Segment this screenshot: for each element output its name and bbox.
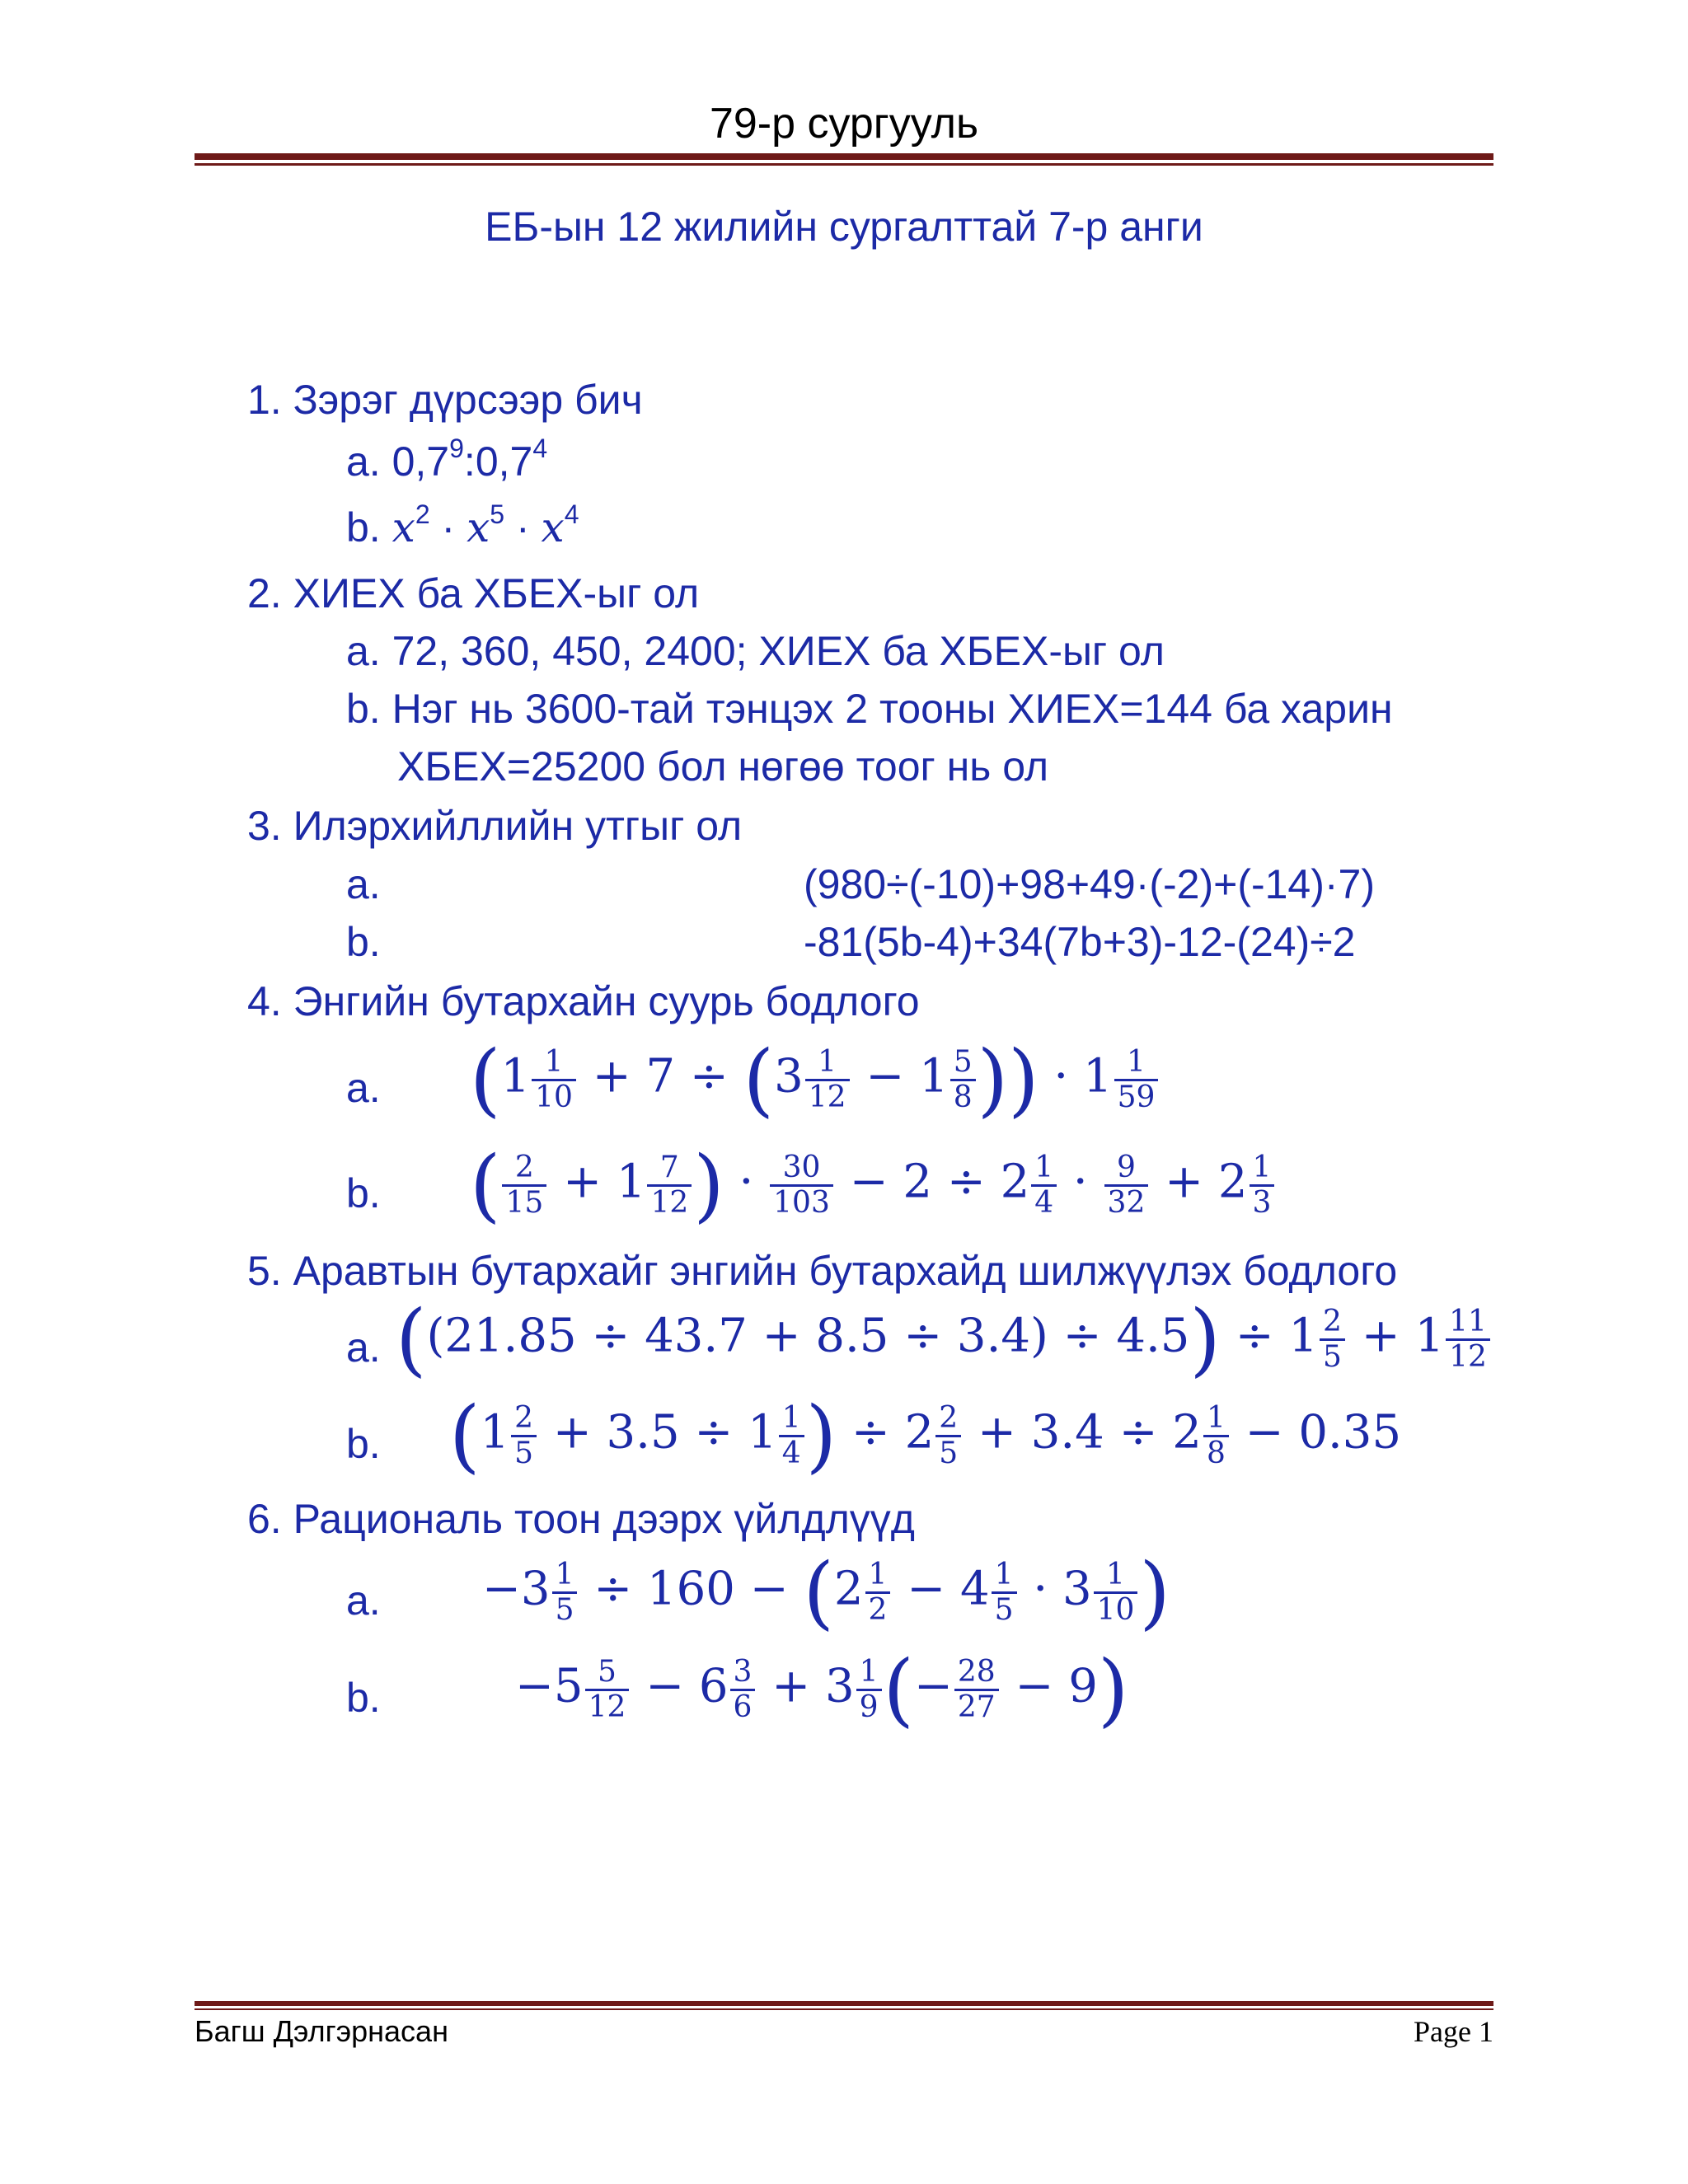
q3-b-expr: -81(5b-4)+34(7b+3)-12-(24)÷2 bbox=[804, 919, 1356, 965]
q1-b-dot2: · bbox=[515, 504, 530, 551]
q6-b-expr: −5 $\frac{5}{12}$ − 6 $\frac{3}{6}$ + 3 $\frac{1}{9}$ (− $\frac{28}{27}$ − 9) bbox=[515, 1643, 1129, 1736]
q3-a-letter: a. bbox=[346, 861, 381, 907]
q3-a-expr: (980÷(-10)+98+49·(-2)+(-14)·7) bbox=[804, 861, 1375, 907]
q3-b-letter: b. bbox=[346, 919, 381, 965]
q6-a-letter: a. bbox=[346, 1577, 381, 1624]
q1-title: 1. Зэрэг дүрсээр бич bbox=[247, 377, 643, 423]
q1-b bbox=[346, 499, 579, 552]
q5-a-letter: a. bbox=[346, 1324, 381, 1371]
q1-a-base1: 0,7 bbox=[392, 438, 450, 485]
q2-a: a. 72, 360, 450, 2400; ХИЕХ ба ХБЕХ-ыг ол bbox=[346, 628, 1165, 674]
q5-title: 5. Аравтын бутархайг энгийн бутархайд шилжүүлэх бодлого bbox=[247, 1248, 1398, 1294]
q2-title: 2. ХИЕХ ба ХБЕХ-ыг ол bbox=[247, 570, 700, 616]
q1-b-var3: x bbox=[541, 504, 565, 551]
q1-b-var2: x bbox=[467, 504, 490, 551]
q1-a-exp2: 4 bbox=[532, 434, 548, 463]
page-number: Page 1 bbox=[1414, 2015, 1493, 2048]
q1-b-exp3: 4 bbox=[564, 499, 579, 529]
q1-b-letter: b. bbox=[346, 504, 381, 551]
q1-b-exp2: 5 bbox=[490, 499, 505, 529]
q1-b-exp1: 2 bbox=[415, 499, 430, 529]
q1-a-sep: :0,7 bbox=[463, 438, 533, 485]
q6-title: 6. Рациональ тоон дээрх үйлдлүүд bbox=[247, 1496, 915, 1542]
q1-a-exp1: 9 bbox=[449, 434, 464, 463]
q2-b-line2: ХБЕХ=25200 бол нөгөө тоог нь ол bbox=[397, 743, 1049, 790]
footer-rule bbox=[195, 2001, 1493, 2010]
q1-b-var1: x bbox=[392, 504, 415, 551]
q3-b bbox=[346, 917, 1500, 967]
q1-a-letter: a. bbox=[346, 438, 381, 485]
q4-b-letter: b. bbox=[346, 1170, 381, 1216]
worksheet-subtitle: ЕБ-ын 12 жилийн сургалттай 7-р анги bbox=[485, 204, 1203, 250]
q6-b-letter: b. bbox=[346, 1675, 381, 1721]
q1-a bbox=[346, 434, 548, 486]
q5-b-expr: (1 $\frac{2}{5}$ + 3.5 ÷ 1 $\frac{1}{4}$ ) ÷ 2 $\frac{2}{5}$ + 3.4 ÷ 2 $\frac{1}{8}$ − 0.35 bbox=[449, 1390, 1402, 1482]
teacher-name: Багш Дэлгэрнасан bbox=[195, 2014, 448, 2048]
q3-a bbox=[346, 860, 1500, 909]
q5-a-expr: ((21.85 ÷ 43.7 + 8.5 ÷ 3.4) ÷ 4.5) ÷ 1 $\frac{2}{5}$ + 1 $\frac{11}{12}$ bbox=[396, 1300, 1492, 1379]
q5-b-letter: b. bbox=[346, 1421, 381, 1467]
q1-b-dot1: · bbox=[441, 504, 456, 551]
q4-b-expr: ( $\frac{2}{15}$ + 1 $\frac{7}{12}$ ) · $\frac{30}{103}$ − 2 ÷ 2 $\frac{1}{4}$ · $\frac{9}{32}$ + 2 $\frac{1}{3}$ bbox=[470, 1146, 1276, 1225]
q4-a-letter: a. bbox=[346, 1065, 381, 1111]
q2-b-line1: b. Нэг нь 3600-тай тэнцэх 2 тооны ХИЕХ=144 ба харин bbox=[346, 686, 1393, 732]
q4-title: 4. Энгийн бутархайн суурь бодлого bbox=[247, 978, 920, 1024]
q6-a-expr: −3 $\frac{1}{5}$ ÷ 160 − (2 $\frac{1}{2}$ − 4 $\frac{1}{5}$ · 3 $\frac{1}{10}$ ) bbox=[482, 1546, 1170, 1638]
q4-a-expr: (1 $\frac{1}{10}$ + 7 ÷ (3 $\frac{1}{12}$ − 1 $\frac{5}{8}$ )) · 1 $\frac{1}{59}$ bbox=[470, 1040, 1160, 1119]
school-name: 79-р сургууль bbox=[709, 100, 979, 148]
q3-title: 3. Илэрхийллийн утгыг ол bbox=[247, 803, 743, 849]
header-rule bbox=[195, 153, 1493, 166]
